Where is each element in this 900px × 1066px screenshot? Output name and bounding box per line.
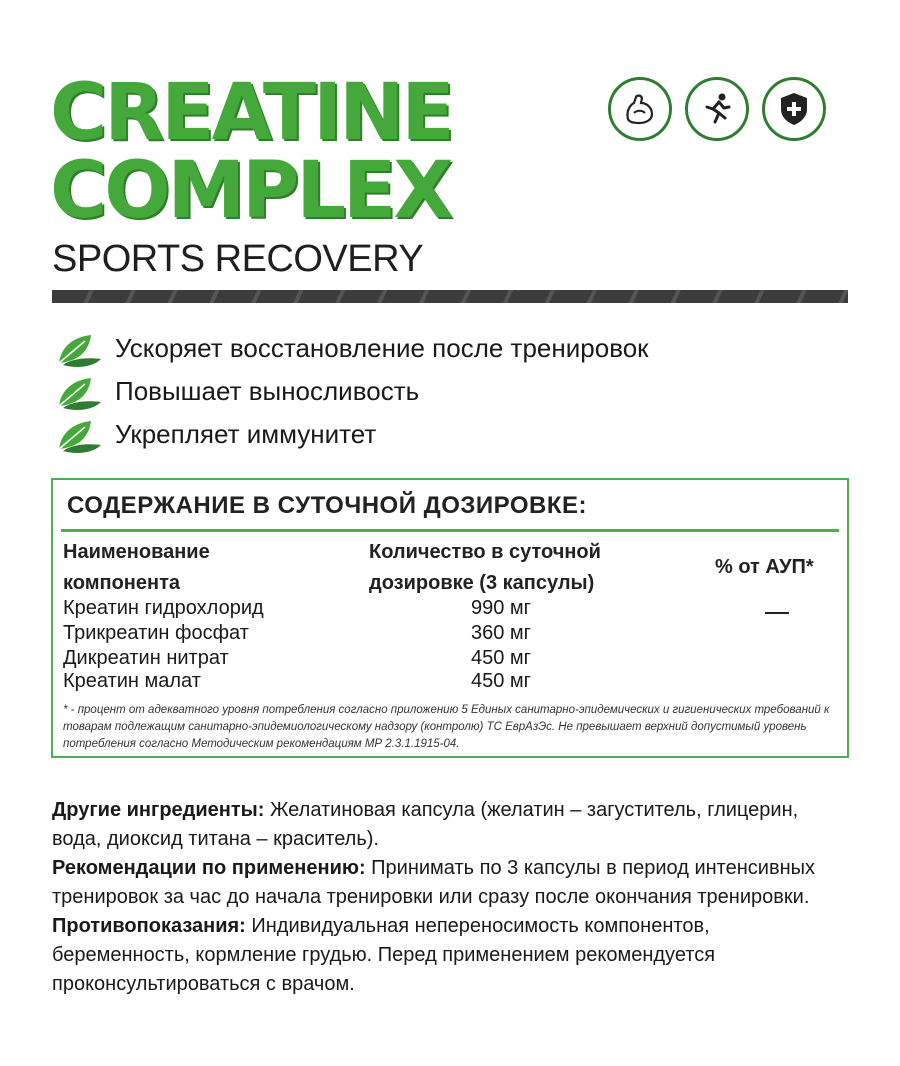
column-header-quantity: Количество в суточной дозировке (3 капсулы): [369, 541, 601, 594]
leaf-icon: [55, 329, 105, 369]
column-header-percent: % от АУП*: [715, 556, 814, 578]
percent-dash: [765, 612, 789, 614]
product-info: [52, 796, 852, 999]
usage-recommendations: [52, 854, 852, 912]
component-value: 990 мг: [471, 597, 531, 619]
component-name: Трикреатин фосфат: [63, 622, 249, 644]
component-value: 360 мг: [471, 622, 531, 644]
benefit-item: [55, 370, 649, 413]
other-ingredients: [52, 796, 852, 854]
component-value: 450 мг: [471, 647, 531, 669]
benefits-list: [55, 327, 649, 456]
contraindications-label: Противопоказания:: [52, 915, 246, 937]
benefit-text: Повышает выносливость: [115, 376, 420, 406]
benefit-item: [55, 413, 649, 456]
feature-badges: [608, 77, 826, 141]
product-title-line2: COMPLEX: [50, 146, 451, 236]
shield-cross-icon: [762, 77, 826, 141]
other-ingredients-text: Желатиновая капсула (желатин – загуститель, глицерин, вода, диоксид титана – краситель).: [52, 799, 799, 850]
column-header-name: Наименование компонента: [63, 541, 210, 594]
component-value: 450 мг: [471, 670, 531, 692]
usage-label: Рекомендации по применению:: [52, 857, 366, 879]
composition-box: [51, 478, 849, 758]
leaf-icon: [55, 415, 105, 455]
running-person-icon: [685, 77, 749, 141]
benefit-item: [55, 327, 649, 370]
footnote: * - процент от адекватного уровня потребления согласно приложению 5 Единых санитарно-эпидемических и гигиенических требований к товарам подлежащим санитарно-эпидемиологическому надзору (контролю) ТС ЕврАзЭс. Не превышает верхний допустимый уровень потребления согласно Методическим рекомендациям МР 2.3.1.1915-04.: [63, 704, 830, 750]
contraindications-text: Индивидуальная непереносимость компонентов, беременность, кормление грудью. Перед применением рекомендуется проконсультироваться с врачом.: [52, 915, 716, 995]
component-name: Дикреатин нитрат: [63, 647, 229, 669]
other-ingredients-label: Другие ингредиенты:: [52, 799, 265, 821]
muscle-arm-icon: [608, 77, 672, 141]
leaf-icon: [55, 372, 105, 412]
contraindications: [52, 912, 852, 999]
usage-text: Принимать по 3 капсулы в период интенсивных тренировок за час до начала тренировки или сразу после окончания тренировки.: [52, 857, 815, 908]
component-name: Креатин малат: [63, 670, 201, 692]
decorative-stripe: [52, 290, 848, 303]
component-name: Креатин гидрохлорид: [63, 597, 264, 619]
composition-title: СОДЕРЖАНИЕ В СУТОЧНОЙ ДОЗИРОВКЕ:: [67, 492, 588, 519]
product-title-line1: CREATINE: [50, 68, 452, 158]
composition-divider: [61, 529, 839, 532]
product-subtitle: SPORTS RECOVERY: [52, 238, 424, 280]
benefit-text: Ускоряет восстановление после тренировок: [115, 333, 649, 363]
benefit-text: Укрепляет иммунитет: [115, 419, 377, 449]
